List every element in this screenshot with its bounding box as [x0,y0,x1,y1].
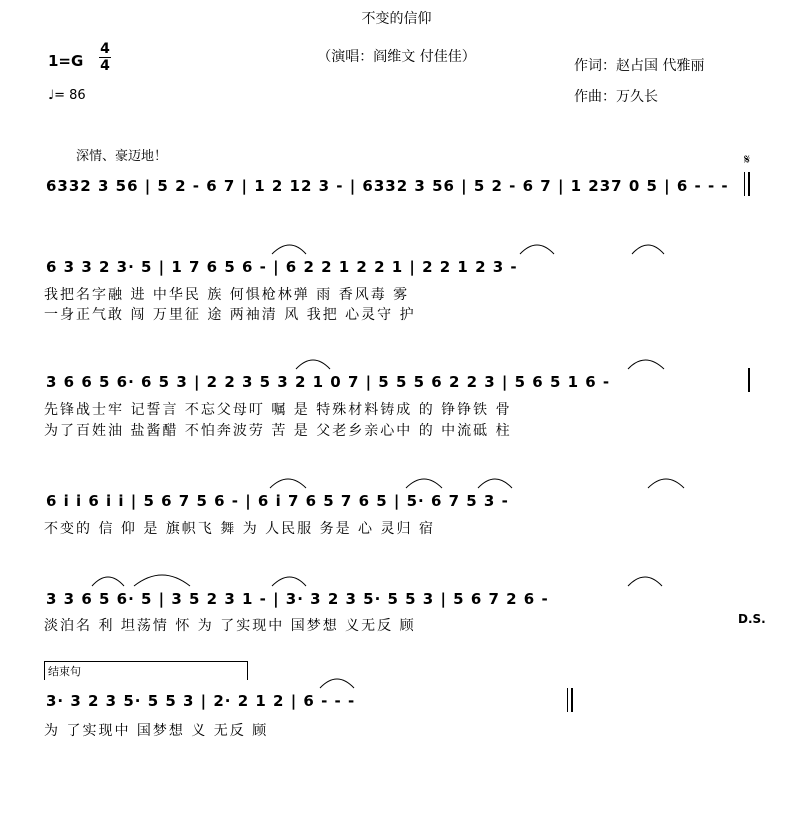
ds-mark: D.S. [738,612,766,626]
segno-icon: 𝄋 [744,152,751,168]
slur [320,679,354,688]
slur [272,245,306,254]
slur [270,479,306,488]
quarter-note-icon: ♩ [48,88,55,103]
slur [296,360,330,369]
slur [520,245,554,254]
slur [134,575,190,586]
slur [478,479,512,488]
slur [406,479,442,488]
singers: （演唱：阎维文 付佳佳） [317,49,476,65]
key-signature: 1=G [48,52,84,70]
lyricist-credit: 作词：赵占国 代雅丽 [574,58,705,74]
lyrics-row-2-verse-2: 一身正气敢 闯 万里征 途 两袖清 风 我把 心灵守 护 [44,307,416,323]
slur [632,245,664,254]
lyrics-row-2-verse-1: 我把名字融 进 中华民 族 何惧枪林弹 雨 香风毒 雾 [44,287,410,303]
lyrics-row-3-verse-2: 为了百姓油 盐酱醋 不怕奔波劳 苦 是 父老乡亲心中 的 中流砥 柱 [44,423,512,439]
slur [628,360,664,369]
notation-row-5: 3 3 6 5 6· 5 | 3 5 2 3 1 - | 3· 3 2 3 5· 5 5 3 | 5 6 7 2 6 - [46,590,549,608]
tempo-value: = 86 [54,88,86,103]
meter-top: 4 [100,41,110,57]
slur [648,479,684,488]
notation-row-3: 3 6 6 5 6· 6 5 3 | 2 2 3 5 3 2 1 0 7 | 5 5 5 6 2 2 3 | 5 6 5 1 6 - [46,373,611,391]
ending-label: 结束句 [48,665,81,678]
slur [272,577,306,586]
meter-bottom: 4 [100,58,110,74]
slur [628,577,662,586]
lyrics-row-5: 淡泊名 利 坦荡情 怀 为 了实现中 国梦想 义无反 顾 [44,618,416,634]
notation-row-6: 3· 3 2 3 5· 5 5 3 | 2· 2 1 2 | 6 - - - [46,692,356,710]
notation-row-2: 6 3 3 2 3· 5 | 1 7 6 5 6 - | 6 2 2 1 2 2 1 | 2 2 1 2 3 - [46,258,518,276]
lyrics-row-4: 不变的 信 仰 是 旗帜飞 舞 为 人民服 务是 心 灵归 宿 [44,521,435,537]
expression-mark: 深情、豪迈地！ [76,149,168,164]
composer-credit: 作曲：万久长 [574,89,658,105]
song-title: 不变的信仰 [361,11,432,27]
lyrics-row-6: 为 了实现中 国梦想 义 无反 顾 [44,723,269,739]
notation-row-1: 6332 3 56 | 5 2 - 6 7 | 1 2 12 3 - | 6332 3 56 | 5 2 - 6 7 | 1 237 0 5 | 6 - - - [46,177,729,195]
lyrics-row-3-verse-1: 先锋战士牢 记誓言 不忘父母叮 嘱 是 特殊材料铸成 的 铮铮铁 骨 [44,402,512,418]
slur [92,577,124,586]
notation-row-4: 6 i i 6 i i | 5 6 7 5 6 - | 6 i 7 6 5 7 6 5 | 5· 6 7 5 3 - [46,492,509,510]
